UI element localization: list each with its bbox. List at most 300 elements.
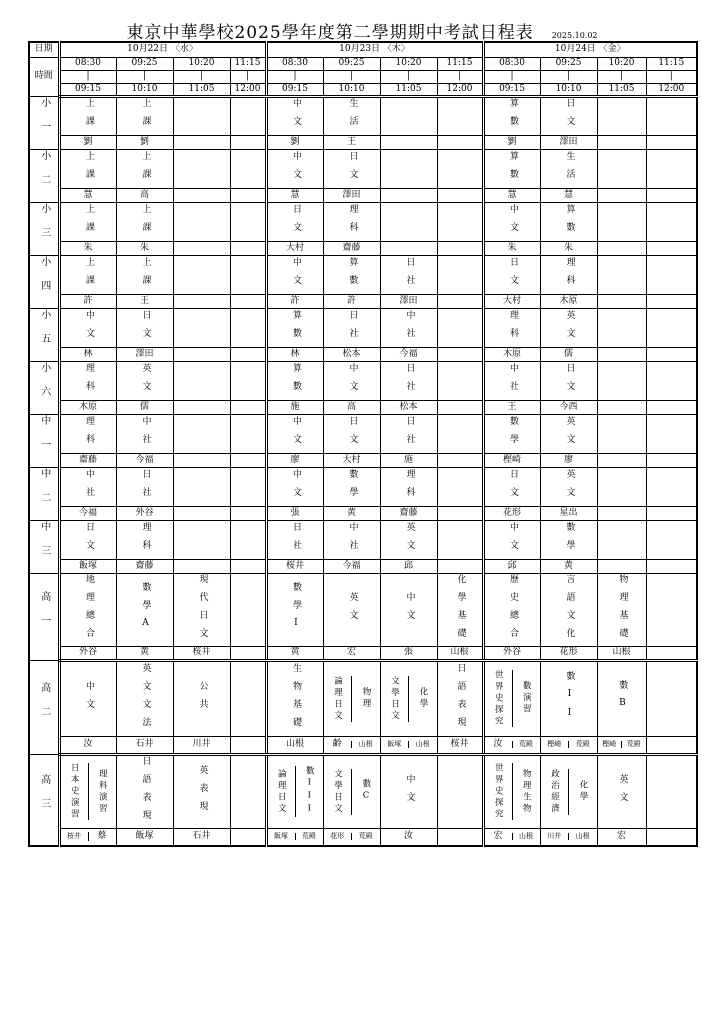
teacher-cell: 張: [266, 506, 323, 520]
teacher-cell: 黄: [266, 646, 323, 660]
subject-cell: [173, 573, 230, 646]
subject-name: [61, 257, 116, 293]
teacher-row: [29, 559, 697, 573]
subject-cell: [540, 467, 597, 506]
subject-half: [512, 763, 540, 821]
subject-half: [351, 676, 380, 722]
teacher-row: [29, 828, 697, 846]
subject-cell: [646, 361, 697, 400]
grade-text: 高三: [38, 774, 50, 823]
subject-text: 數B: [617, 680, 628, 717]
teacher-cell: 汝: [59, 736, 116, 754]
subject-text: 上課: [83, 98, 94, 134]
subject-name: [61, 681, 116, 717]
teacher-cell: [437, 506, 483, 520]
subject-text: 中文: [507, 521, 518, 558]
subject-name: [381, 257, 437, 293]
time-cell: 12:00: [437, 83, 483, 96]
teacher-cell: [597, 188, 646, 202]
subject-name: [381, 522, 437, 558]
subject-cell: [646, 255, 697, 294]
subject-name: [117, 98, 173, 134]
teacher-cell: [646, 400, 697, 414]
subject-text: 言語文化: [564, 573, 575, 646]
subject-name: [117, 756, 173, 828]
day-label: 日期: [29, 42, 59, 57]
grade-label: [29, 96, 59, 149]
title-text: 東京中華學校2025學年度第二學期期中考試日程表: [126, 23, 534, 43]
subject-name: [485, 469, 540, 505]
subject-text: 文學日文: [389, 675, 400, 722]
subject-half: [381, 676, 409, 722]
teacher-row: [29, 347, 697, 361]
subject-cell: [116, 754, 173, 828]
teacher-cell: [437, 241, 483, 255]
teacher-cell: [173, 188, 230, 202]
subject-cell: [173, 202, 230, 241]
teacher-cell: 花形: [540, 646, 597, 660]
subject-text: 理科: [507, 309, 518, 346]
teacher-cell: 齋藤: [59, 453, 116, 467]
subject-cell: [323, 660, 380, 736]
teacher-cell: 王: [116, 294, 173, 308]
subject-cell: [266, 754, 323, 828]
teacher-row: [29, 646, 697, 660]
subject-cell: [266, 660, 323, 736]
subject-cell: [437, 754, 483, 828]
teacher-cell: [380, 188, 437, 202]
subject-cell: [116, 202, 173, 241]
subject-text: 數學I: [290, 582, 301, 637]
teacher-name: 荒殿: [512, 741, 540, 748]
subject-cell: [540, 202, 597, 241]
teacher-cell: 山根: [597, 646, 646, 660]
teacher-cell: [230, 828, 266, 846]
subject-cell: [483, 754, 540, 828]
teacher-cell: 劉: [59, 135, 116, 149]
teacher-cell: 王: [483, 400, 540, 414]
subject-name: [598, 574, 646, 646]
subject-text: 日社: [404, 415, 415, 452]
subject-half: [61, 763, 88, 821]
subject-cell: [540, 308, 597, 347]
subject-text: 數學A: [140, 582, 151, 637]
subject-cell: [323, 754, 380, 828]
subject-text: 日文: [347, 150, 358, 187]
subject-cell: [437, 520, 483, 559]
time-cell: 10:10: [540, 83, 597, 96]
subject-half: [485, 763, 512, 821]
teacher-cell: 慧: [483, 188, 540, 202]
subject-text: 算數: [507, 150, 518, 187]
teacher-cell: 張: [380, 646, 437, 660]
grade-label: [29, 660, 59, 754]
teacher-cell: [646, 506, 697, 520]
subject-cell: [116, 361, 173, 400]
time-cell: 11:05: [380, 83, 437, 96]
teacher-split: [268, 833, 323, 840]
teacher-cell: 桜井: [437, 736, 483, 754]
subject-text: 日本史演習: [69, 762, 80, 821]
subject-text: 上課: [83, 203, 94, 240]
teacher-cell: [59, 828, 116, 846]
subject-text: 政治經濟: [549, 768, 560, 815]
teacher-cell: 黄: [540, 559, 597, 573]
subject-cell: [173, 361, 230, 400]
subject-cell: [540, 96, 597, 135]
teacher-cell: 澤田: [116, 347, 173, 361]
subject-cell: [230, 520, 266, 559]
time-cell: |: [380, 70, 437, 83]
teacher-cell: [173, 559, 230, 573]
subject-text: 英文文法: [140, 662, 151, 735]
subject-name: [268, 151, 323, 187]
teacher-cell: 許: [59, 294, 116, 308]
subject-name: [485, 310, 540, 346]
teacher-cell: 朱: [116, 241, 173, 255]
subject-name: [438, 574, 482, 646]
subject-name: [485, 151, 540, 187]
teacher-split: [61, 832, 116, 841]
subject-text: 日社: [290, 521, 301, 558]
subject-text: 公共: [197, 680, 208, 717]
subject-half: [324, 769, 352, 815]
teacher-cell: 慧: [59, 188, 116, 202]
subject-name: [598, 680, 646, 717]
subject-name: [324, 310, 380, 346]
teacher-cell: 川井: [173, 736, 230, 754]
subject-text: 上課: [140, 203, 151, 240]
grade-label: [29, 202, 59, 255]
teacher-row: [29, 736, 697, 754]
subject-cell: [540, 361, 597, 400]
teacher-name: 山根: [408, 741, 437, 748]
time-cell: |: [59, 70, 116, 83]
split-subject: [324, 676, 380, 722]
subject-text: 日社: [347, 309, 358, 346]
subject-name: [174, 681, 230, 717]
teacher-cell: [173, 135, 230, 149]
subject-name: [485, 98, 540, 134]
grade-text: 高一: [38, 591, 50, 639]
subject-cell: [173, 149, 230, 188]
teacher-cell: 今西: [540, 400, 597, 414]
subject-cell: [323, 96, 380, 135]
subject-cell: [266, 202, 323, 241]
subject-name: [61, 151, 116, 187]
subject-cell: [380, 754, 437, 828]
split-subject: [381, 676, 437, 722]
subject-cell: [266, 255, 323, 294]
teacher-cell: [646, 241, 697, 255]
subject-text: 化學基礎: [455, 573, 466, 646]
subject-text: 數學: [564, 521, 575, 558]
teacher-cell: [230, 347, 266, 361]
subject-name: [117, 257, 173, 293]
time-cell: 11:05: [597, 83, 646, 96]
subject-text: 上課: [140, 98, 151, 134]
subject-cell: [173, 96, 230, 135]
teacher-cell: [437, 135, 483, 149]
subject-cell: [540, 149, 597, 188]
subject-text: 地理總合: [83, 573, 94, 646]
subject-cell: [483, 96, 540, 135]
teacher-row: [29, 506, 697, 520]
teacher-cell: [646, 736, 697, 754]
teacher-cell: [230, 506, 266, 520]
grade-row: [29, 255, 697, 294]
grade-text: 小三: [38, 203, 50, 251]
subject-name: [324, 416, 380, 452]
subject-cell: [483, 149, 540, 188]
subject-text: 上課: [83, 256, 94, 293]
grade-row: [29, 308, 697, 347]
subject-text: 日語表現: [455, 662, 466, 735]
subject-text: 中文: [347, 362, 358, 399]
subject-cell: [266, 467, 323, 506]
subject-cell: [646, 149, 697, 188]
teacher-cell: 黄: [116, 646, 173, 660]
subject-half: [351, 769, 380, 815]
teacher-name: 齢: [332, 739, 342, 749]
subject-cell: [230, 96, 266, 135]
teacher-split: [541, 741, 597, 748]
subject-name: [268, 582, 323, 637]
time-cell: 10:20: [173, 57, 230, 70]
subject-text: 中文: [507, 203, 518, 240]
subject-cell: [380, 414, 437, 453]
time-cell: 10:10: [323, 83, 380, 96]
teacher-cell: [646, 828, 697, 846]
teacher-cell: [173, 506, 230, 520]
teacher-cell: 今福: [323, 559, 380, 573]
subject-cell: [437, 96, 483, 135]
time-cell: 09:15: [59, 83, 116, 96]
teacher-cell: 邱: [380, 559, 437, 573]
subject-name: [324, 592, 380, 628]
teacher-row: [29, 294, 697, 308]
subject-name: [324, 522, 380, 558]
time-cell: |: [266, 70, 323, 83]
subject-cell: [230, 361, 266, 400]
teacher-cell: [597, 294, 646, 308]
teacher-cell: 外谷: [116, 506, 173, 520]
subject-name: [485, 363, 540, 399]
subject-cell: [380, 520, 437, 559]
time-cell: |: [597, 70, 646, 83]
subject-cell: [230, 660, 266, 736]
time-cell: 09:25: [323, 57, 380, 70]
subject-cell: [597, 660, 646, 736]
subject-cell: [597, 573, 646, 646]
subject-text: 中社: [507, 362, 518, 399]
subject-name: [117, 469, 173, 505]
subject-text: 數C: [361, 779, 372, 804]
subject-name: [541, 204, 597, 240]
subject-cell: [323, 202, 380, 241]
time-cell: 08:30: [483, 57, 540, 70]
teacher-cell: 王: [323, 135, 380, 149]
teacher-cell: [646, 453, 697, 467]
subject-name: [485, 574, 540, 646]
teacher-cell: [597, 241, 646, 255]
subject-text: 日文: [507, 468, 518, 505]
grade-row: [29, 96, 697, 135]
teacher-cell: 慧: [266, 188, 323, 202]
time-cell: 09:25: [540, 57, 597, 70]
subject-name: [541, 416, 597, 452]
grade-label: [29, 308, 59, 361]
subject-text: 算數: [507, 98, 518, 134]
subject-cell: [483, 573, 540, 646]
subject-cell: [380, 149, 437, 188]
teacher-cell: 許: [323, 294, 380, 308]
grade-label: [29, 149, 59, 202]
subject-text: 理科: [83, 362, 94, 399]
time-cell: 09:25: [116, 57, 173, 70]
subject-cell: [323, 414, 380, 453]
grade-text: 小五: [38, 309, 50, 357]
subject-text: 英文: [347, 591, 358, 628]
teacher-cell: 木原: [483, 347, 540, 361]
subject-cell: [483, 202, 540, 241]
grade-text: 小六: [38, 362, 50, 410]
subject-name: [268, 257, 323, 293]
time-cell: 11:15: [437, 57, 483, 70]
subject-cell: [483, 255, 540, 294]
subject-cell: [173, 308, 230, 347]
subject-cell: [380, 202, 437, 241]
subject-cell: [540, 660, 597, 736]
teacher-cell: [437, 559, 483, 573]
time-cell: 09:15: [483, 83, 540, 96]
subject-name: [61, 469, 116, 505]
page-title: [0, 18, 724, 43]
subject-cell: [483, 520, 540, 559]
teacher-name: 宏: [493, 831, 503, 842]
teacher-cell: [540, 736, 597, 754]
teacher-cell: 朱: [540, 241, 597, 255]
subject-text: 理科: [140, 521, 151, 558]
teacher-cell: 林: [59, 347, 116, 361]
teacher-cell: 石井: [116, 736, 173, 754]
subject-text: 中文: [290, 468, 301, 505]
grade-label: [29, 754, 59, 846]
teacher-split: [324, 740, 380, 749]
teacher-cell: 澤田: [380, 294, 437, 308]
subject-name: [324, 98, 380, 134]
subject-name: [268, 204, 323, 240]
subject-text: 數演習: [521, 681, 532, 716]
subject-cell: [116, 660, 173, 736]
subject-half: [268, 766, 295, 817]
subject-text: 英文: [564, 309, 575, 346]
teacher-cell: [173, 347, 230, 361]
subject-text: 理科: [83, 415, 94, 452]
teacher-cell: 今福: [380, 347, 437, 361]
subject-text: 數III: [304, 766, 315, 817]
subject-name: [541, 257, 597, 293]
teacher-cell: 高: [116, 188, 173, 202]
grade-row: [29, 414, 697, 453]
subject-cell: [597, 754, 646, 828]
subject-cell: [173, 414, 230, 453]
subject-cell: [437, 149, 483, 188]
subject-half: [88, 763, 116, 821]
subject-text: 中文: [83, 680, 94, 717]
time-cell: 10:10: [116, 83, 173, 96]
subject-name: [61, 204, 116, 240]
grade-text: 中二: [38, 468, 50, 516]
teacher-cell: 飯塚: [59, 559, 116, 573]
teacher-row: [29, 453, 697, 467]
teacher-cell: 邱: [483, 559, 540, 573]
subject-text: 日社: [404, 256, 415, 293]
teacher-name: 樫崎: [602, 740, 617, 748]
subject-cell: [597, 361, 646, 400]
subject-text: 上課: [140, 256, 151, 293]
teacher-split: [485, 832, 540, 841]
subject-name: [174, 765, 230, 819]
subject-cell: [59, 255, 116, 294]
subject-text: 中文: [83, 309, 94, 346]
teacher-cell: 宏: [323, 646, 380, 660]
teacher-cell: 桜井: [173, 646, 230, 660]
subject-text: 中社: [140, 415, 151, 452]
subject-cell: [540, 255, 597, 294]
subject-cell: [116, 467, 173, 506]
subject-cell: [597, 96, 646, 135]
teacher-cell: [437, 453, 483, 467]
teacher-name: 荒殿: [568, 741, 597, 748]
subject-cell: [540, 520, 597, 559]
subject-name: [381, 310, 437, 346]
subject-cell: [59, 467, 116, 506]
subject-text: 歷史總合: [507, 573, 518, 646]
teacher-cell: [437, 188, 483, 202]
subject-text: 理科: [404, 468, 415, 505]
subject-cell: [173, 255, 230, 294]
teacher-cell: 高: [323, 400, 380, 414]
teacher-name: 荒殿: [295, 833, 323, 840]
teacher-cell: 朱: [483, 241, 540, 255]
teacher-cell: 朱: [59, 241, 116, 255]
time-cell: |: [646, 70, 697, 83]
subject-cell: [646, 573, 697, 646]
teacher-cell: [646, 294, 697, 308]
subject-cell: [59, 361, 116, 400]
subject-name: [541, 671, 597, 727]
subject-name: [485, 204, 540, 240]
subject-name: [268, 522, 323, 558]
time-cell: |: [540, 70, 597, 83]
subject-cell: [380, 361, 437, 400]
teacher-cell: [173, 294, 230, 308]
subject-name: [541, 98, 597, 134]
grade-row: [29, 361, 697, 400]
subject-cell: [266, 308, 323, 347]
subject-cell: [437, 414, 483, 453]
subject-name: [324, 151, 380, 187]
subject-text: 文學日文: [332, 768, 343, 815]
subject-cell: [116, 149, 173, 188]
teacher-cell: 樫崎: [483, 453, 540, 467]
grade-text: 小四: [38, 256, 50, 304]
time-cell: 10:20: [597, 57, 646, 70]
subject-cell: [116, 573, 173, 646]
subject-name: [117, 663, 173, 735]
time-cell: 11:15: [646, 57, 697, 70]
